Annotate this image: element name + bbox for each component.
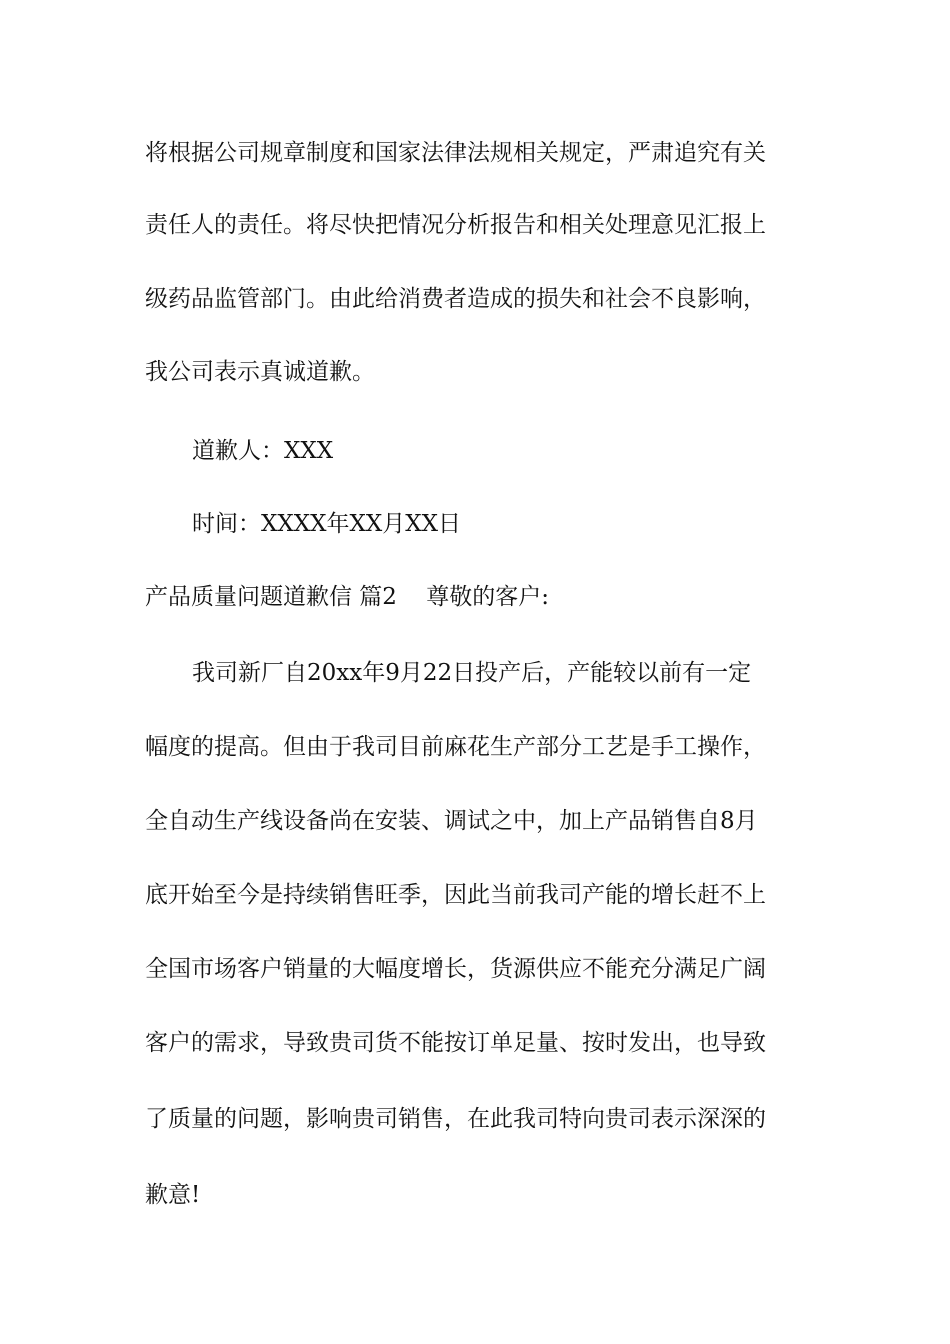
paragraph-line: 将根据公司规章制度和国家法律法规相关规定，严肃追究有关	[145, 140, 766, 166]
paragraph-line: 我司新厂自20xx年9月22日投产后，产能较以前有一定	[192, 660, 752, 686]
signatory-line: 道歉人：XXX	[192, 438, 334, 464]
paragraph-line: 了质量的问题，影响贵司销售，在此我司特向贵司表示深深的	[145, 1106, 766, 1132]
section-heading: 产品质量问题道歉信 篇2 尊敬的客户:	[145, 584, 549, 610]
paragraph-line: 全自动生产线设备尚在安装、调试之中，加上产品销售自8月	[145, 808, 758, 834]
paragraph-line: 歉意!	[145, 1182, 201, 1208]
paragraph-line: 客户的需求，导致贵司货不能按订单足量、按时发出，也导致	[145, 1030, 766, 1056]
paragraph-line: 全国市场客户销量的大幅度增长，货源供应不能充分满足广阔	[145, 956, 766, 982]
paragraph-line: 责任人的责任。将尽快把情况分析报告和相关处理意见汇报上	[145, 212, 766, 238]
paragraph-line: 底开始至今是持续销售旺季，因此当前我司产能的增长赶不上	[145, 882, 766, 908]
paragraph-line: 级药品监管部门。由此给消费者造成的损失和社会不良影响，	[145, 286, 766, 312]
paragraph-line: 我公司表示真诚道歉。	[145, 359, 375, 385]
date-line: 时间：XXXX年XX月XX日	[192, 511, 461, 537]
paragraph-line: 幅度的提高。但由于我司目前麻花生产部分工艺是手工操作，	[145, 734, 766, 760]
